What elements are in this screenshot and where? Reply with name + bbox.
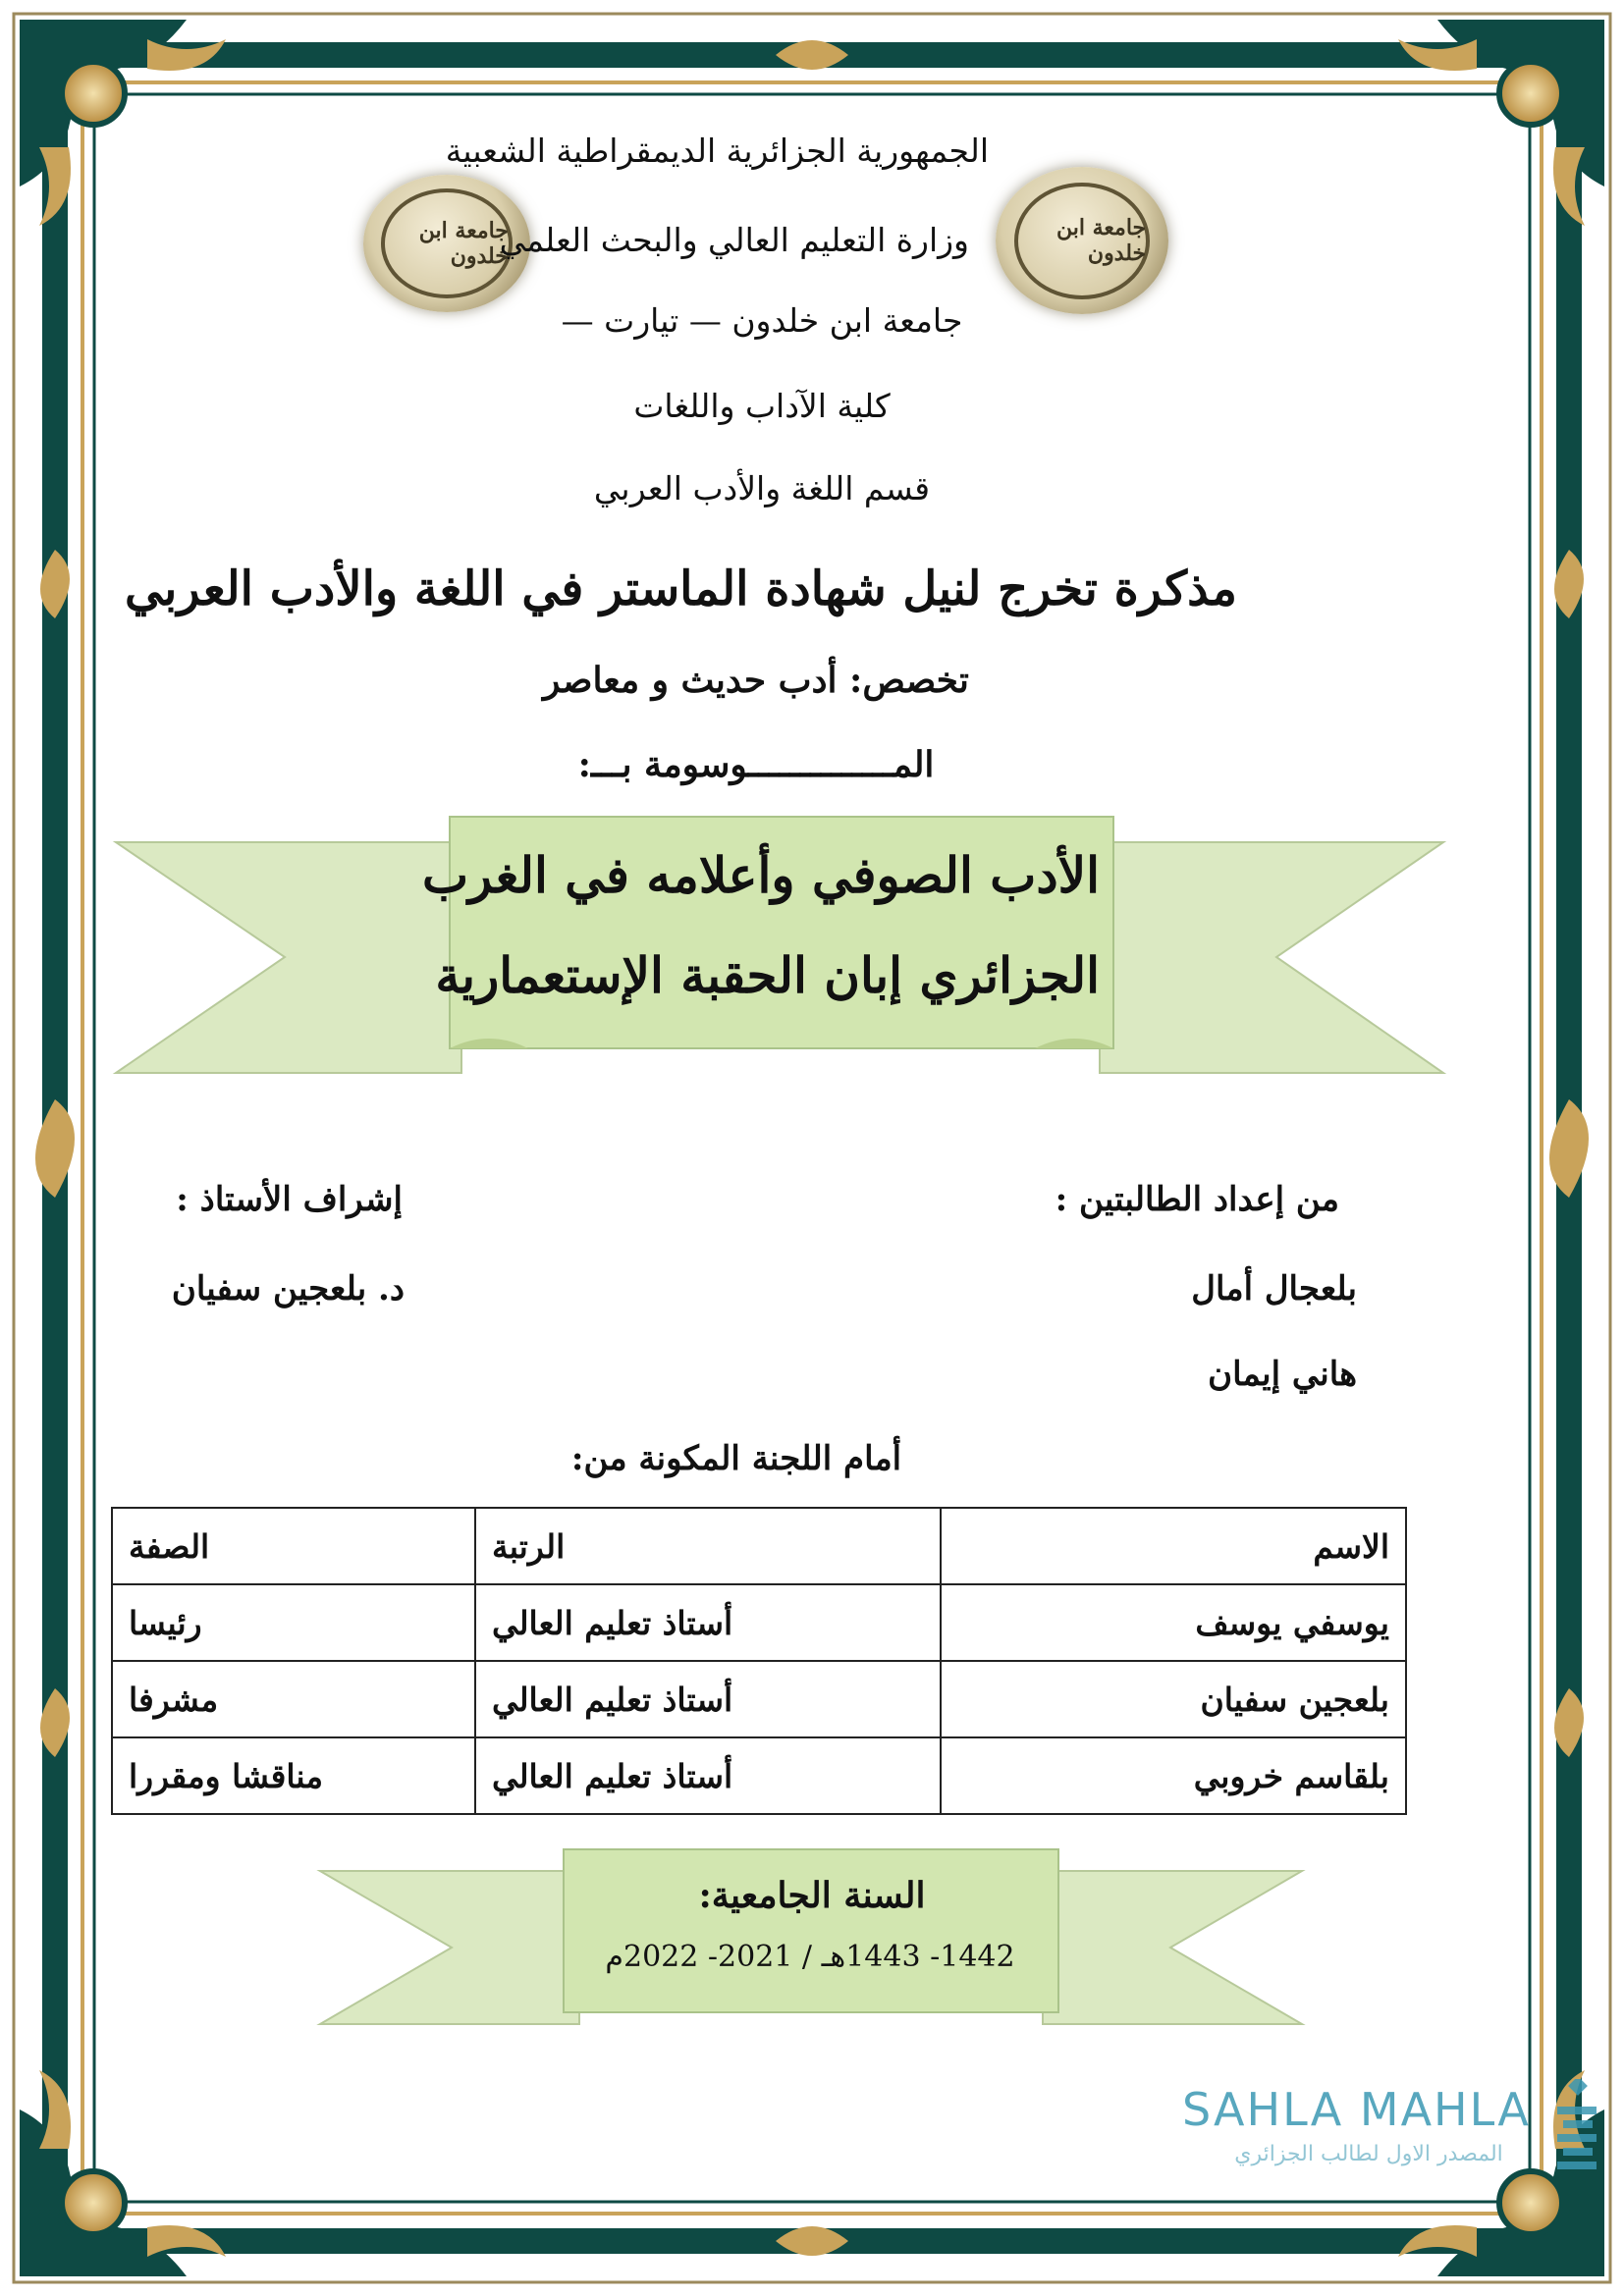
watermark-logo-icon — [1549, 2079, 1608, 2185]
corner-ornament-bottom-left — [20, 2070, 226, 2276]
supervisor-name: د. بلعجين سفيان — [171, 1269, 405, 1308]
member-rank: أستاذ تعليم العالي — [475, 1737, 941, 1814]
thesis-heading: مذكرة تخرج لنيل شهادة الماستر في اللغة والأدب العربي — [125, 561, 1237, 616]
seal-text: جامعة ابن خلدون — [1056, 215, 1147, 266]
member-name: بلقاسم خروبي — [941, 1737, 1406, 1814]
university-seal-right — [996, 167, 1168, 314]
specialty-line: تخصص: أدب حديث و معاصر — [543, 660, 969, 701]
academic-year-value: 1442- 1443هـ / 2021- 2022م — [605, 1940, 1015, 1974]
university-line: جامعة ابن خلدون — تيارت — — [561, 301, 963, 340]
member-rank: أستاذ تعليم العالي — [475, 1661, 941, 1737]
header-role: الصفة — [112, 1508, 475, 1584]
supervisor-label: إشراف الأستاذ : — [176, 1180, 403, 1219]
faculty-line: كلية الآداب واللغات — [633, 387, 891, 425]
table-row — [112, 1737, 1406, 1814]
seal-emblem — [381, 188, 513, 298]
thesis-title-line2: الجزائري إبان الحقبة الإستعمارية — [435, 946, 1100, 1004]
member-role: مشرفا — [112, 1661, 475, 1737]
member-role: مناقشا ومقررا — [112, 1737, 475, 1814]
member-name: يوسفي يوسف — [941, 1584, 1406, 1661]
titled-line: المــــــــــــــوسومة بـــ: — [577, 744, 935, 785]
thesis-title-line1: الأدب الصوفي وأعلامه في الغرب — [421, 846, 1100, 904]
student-name-1: بلعجال أمال — [1191, 1269, 1357, 1308]
department-line: قسم اللغة والأدب العربي — [593, 469, 931, 507]
header-name: الاسم — [941, 1508, 1406, 1584]
member-name: بلعجين سفيان — [941, 1661, 1406, 1737]
seal-emblem — [1014, 183, 1150, 299]
member-role: رئيسا — [112, 1584, 475, 1661]
students-label: من إعداد الطالبتين : — [1055, 1180, 1339, 1219]
table-row — [112, 1661, 1406, 1737]
seal-text: جامعة ابن خلدون — [418, 218, 509, 269]
republic-line: الجمهورية الجزائرية الديمقراطية الشعبية — [445, 132, 989, 170]
corner-ornament-top-right — [1398, 20, 1604, 226]
corner-ornament-top-left — [20, 20, 226, 226]
committee-label: أمام اللجنة المكونة من: — [570, 1439, 902, 1478]
committee-table — [111, 1507, 1407, 1815]
student-name-2: هاني إيمان — [1208, 1355, 1357, 1394]
watermark-tagline: المصدر الاول لطالب الجزائري — [1234, 2142, 1503, 2166]
member-rank: أستاذ تعليم العالي — [475, 1584, 941, 1661]
table-header-row — [112, 1508, 1406, 1584]
watermark-brand: SAHLA MAHLA — [1182, 2083, 1531, 2136]
header-rank: الرتبة — [475, 1508, 941, 1584]
ministry-line: وزارة التعليم العالي والبحث العلمي — [499, 221, 969, 259]
academic-year-label: السنة الجامعية: — [698, 1875, 926, 1916]
table-row — [112, 1584, 1406, 1661]
